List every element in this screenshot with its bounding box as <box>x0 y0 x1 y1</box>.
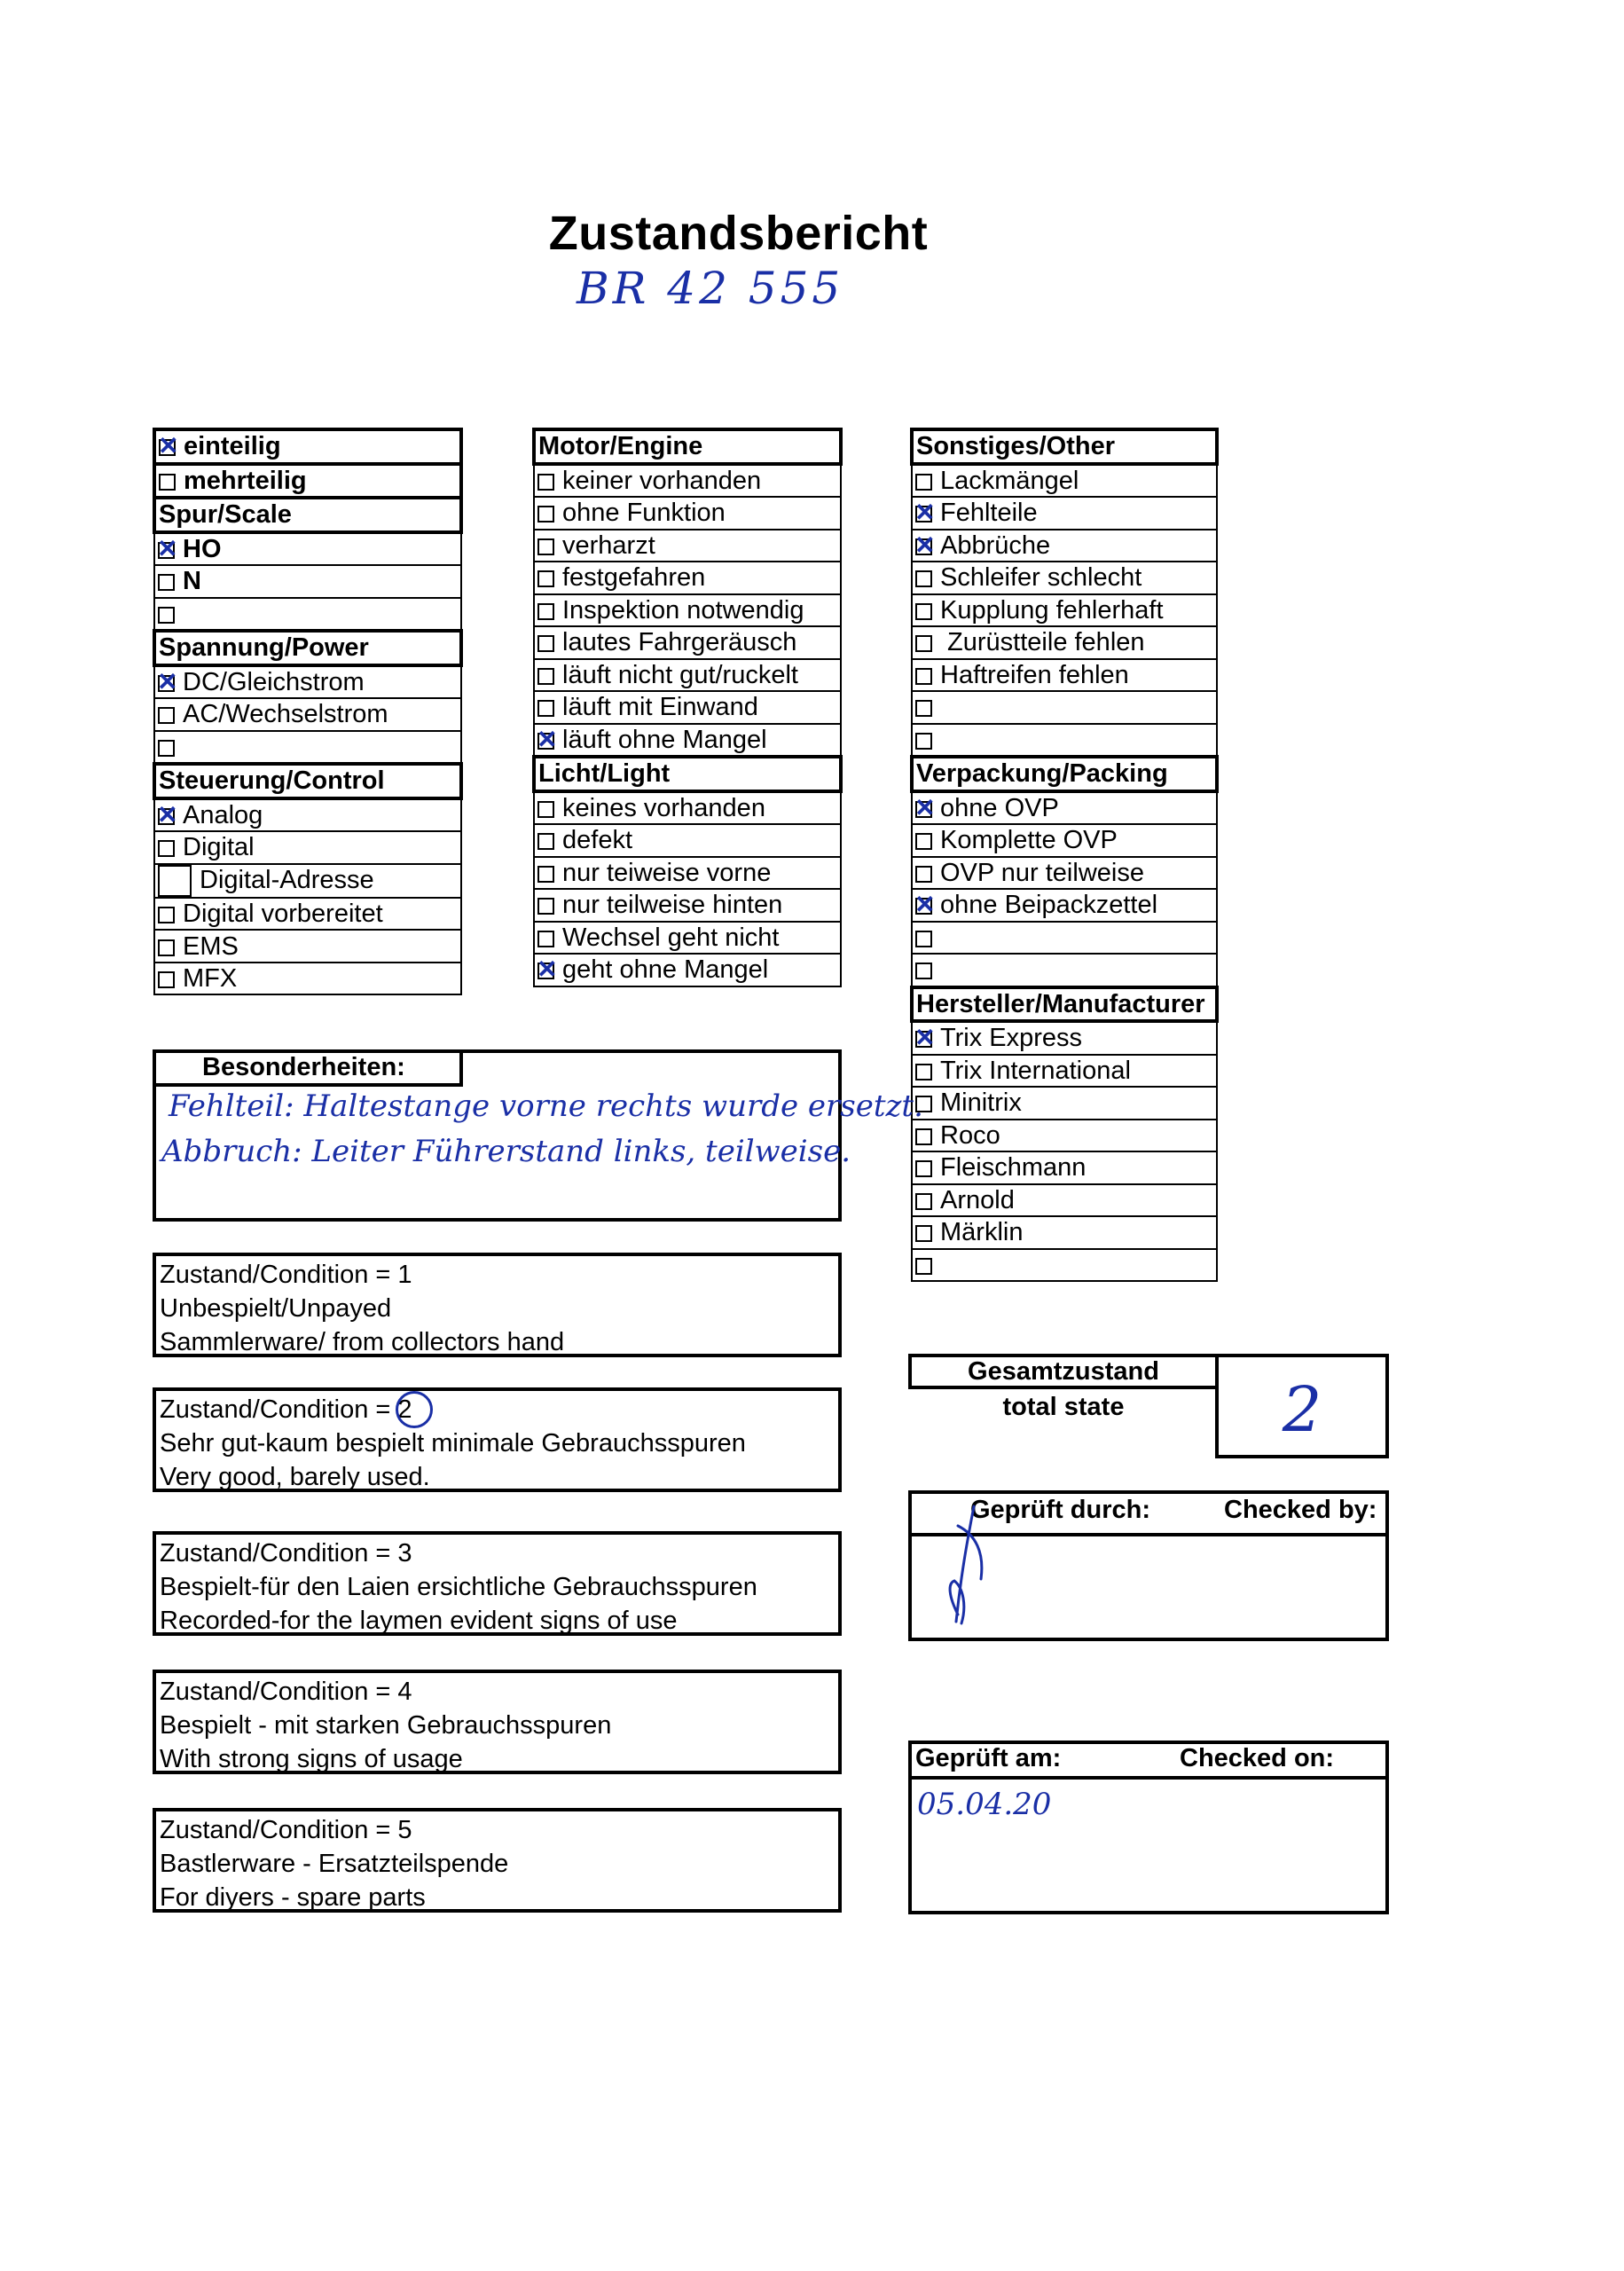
other-row <box>912 562 1217 594</box>
motor-light-row-label: Inspektion notwendig <box>562 595 804 625</box>
checkbox[interactable] <box>158 707 175 724</box>
checkbox[interactable] <box>915 733 932 750</box>
other-row <box>912 824 1217 857</box>
other-row-label: Komplette OVP <box>940 826 1118 855</box>
checked-checkbox[interactable] <box>158 808 175 825</box>
other-row <box>912 922 1217 955</box>
motor-light-row-label: geht ohne Mangel <box>562 955 769 985</box>
checked-checkbox[interactable] <box>537 733 554 750</box>
page-title: Zustandsbericht <box>548 207 929 260</box>
general-row <box>154 764 461 798</box>
gesamtzustand-label: Gesamtzustand <box>968 1357 1159 1386</box>
checked-checkbox[interactable] <box>915 801 932 818</box>
general-row <box>154 565 461 598</box>
checked-on-label-de: Geprüft am: <box>915 1744 1062 1772</box>
motor-light-row <box>534 724 841 758</box>
general-row <box>154 631 461 665</box>
checkbox[interactable] <box>537 538 554 555</box>
other-row-label: Fehlteile <box>940 499 1038 528</box>
motor-light-row <box>534 889 841 922</box>
checkbox[interactable] <box>158 840 175 857</box>
motor-light-row <box>534 562 841 594</box>
other-row-label: Fleischmann <box>940 1153 1087 1183</box>
other-row <box>912 429 1217 464</box>
checked-on-label-en: Checked on: <box>1180 1744 1335 1772</box>
condition-2-circle-mark <box>396 1391 433 1428</box>
motor-light-row-label: lautes Fahrgeräusch <box>562 628 797 657</box>
column-general <box>153 428 463 995</box>
general-row-label: EMS <box>183 931 239 961</box>
checked-by-label-en: Checked by: <box>1224 1496 1377 1524</box>
checkbox[interactable] <box>537 506 554 523</box>
condition-4-box <box>153 1670 842 1774</box>
other-row-label: Minitrix <box>940 1088 1022 1118</box>
general-row-label: Steuerung/Control <box>159 766 385 796</box>
checkbox[interactable] <box>915 1128 932 1145</box>
other-row-label: Trix Express <box>940 1024 1083 1053</box>
checkbox[interactable] <box>915 603 932 620</box>
condition-1-description-de: Unbespielt/Unpayed <box>160 1294 392 1323</box>
condition-5-box <box>153 1808 842 1913</box>
condition-3-title: Zustand/Condition = 3 <box>160 1539 412 1568</box>
other-row <box>912 791 1217 825</box>
checkbox[interactable] <box>158 740 175 757</box>
column-other-packing-manufacturer <box>910 428 1219 1282</box>
other-row-label: Haftreifen fehlen <box>940 660 1129 689</box>
besonderheiten-note-line2: Abbruch: Leiter Führerstand links, teilweise. <box>161 1134 851 1169</box>
checkbox[interactable] <box>158 939 175 956</box>
condition-5-description-en: For diyers - spare parts <box>160 1883 426 1912</box>
condition-2-description-en: Very good, barely used. <box>160 1463 430 1491</box>
other-row <box>912 659 1217 692</box>
besonderheiten-label: Besonderheiten: <box>202 1053 405 1081</box>
checked-on-date: 05.04.20 <box>917 1787 1052 1822</box>
motor-light-row <box>534 464 841 498</box>
checked-checkbox[interactable] <box>158 675 175 692</box>
checkbox[interactable] <box>915 866 932 883</box>
condition-3-description-de: Bespielt-für den Laien ersichtliche Gebrauchsspuren <box>160 1573 757 1601</box>
motor-light-row <box>534 791 841 825</box>
motor-light-row-label: läuft nicht gut/ruckelt <box>562 660 798 689</box>
general-row-label: Digital-Adresse <box>200 865 374 894</box>
motor-light-row-label: keiner vorhanden <box>562 466 762 495</box>
condition-1-description-en: Sammlerware/ from collectors hand <box>160 1328 565 1356</box>
other-row <box>912 1249 1217 1282</box>
motor-light-row <box>534 626 841 659</box>
other-row-label: Roco <box>940 1120 1000 1150</box>
general-row <box>154 532 461 566</box>
other-row-label: Hersteller/Manufacturer <box>916 989 1205 1018</box>
other-row <box>912 954 1217 987</box>
general-row-label: Spannung/Power <box>159 633 369 663</box>
checkbox[interactable] <box>537 474 554 491</box>
checkbox[interactable] <box>537 570 554 587</box>
other-row-label: Sonstiges/Other <box>916 432 1115 461</box>
checkbox[interactable] <box>537 931 554 947</box>
general-row-label: Spur/Scale <box>159 500 292 530</box>
other-row-label: Trix International <box>940 1056 1131 1085</box>
general-row <box>154 665 461 699</box>
general-row <box>154 930 461 963</box>
checkbox[interactable] <box>537 801 554 818</box>
checkbox[interactable] <box>915 635 932 652</box>
other-row <box>912 464 1217 498</box>
condition-4-description-de: Bespielt - mit starken Gebrauchsspuren <box>160 1711 612 1740</box>
other-row <box>912 1055 1217 1088</box>
other-row <box>912 594 1217 627</box>
other-row <box>912 724 1217 758</box>
checked-checkbox[interactable] <box>915 538 932 555</box>
motor-light-row-label: festgefahren <box>562 563 706 593</box>
motor-light-row-label: verharzt <box>562 530 655 560</box>
general-row <box>154 698 461 731</box>
general-row <box>154 831 461 864</box>
other-row <box>912 1151 1217 1184</box>
checkbox[interactable] <box>158 907 175 923</box>
general-row <box>154 498 461 532</box>
general-row <box>154 429 461 464</box>
condition-2-description-de: Sehr gut-kaum bespielt minimale Gebrauchsspuren <box>160 1429 746 1458</box>
general-row-label: DC/Gleichstrom <box>183 667 365 696</box>
checkbox[interactable] <box>915 474 932 491</box>
motor-light-row <box>534 530 841 562</box>
other-row-label: Lackmängel <box>940 466 1079 495</box>
other-row <box>912 757 1217 791</box>
general-row <box>154 898 461 931</box>
motor-light-row <box>534 954 841 986</box>
other-row <box>912 987 1217 1022</box>
motor-light-row-label: läuft mit Einwand <box>562 693 758 722</box>
motor-light-row-label: keines vorhanden <box>562 793 765 822</box>
checkbox[interactable] <box>537 833 554 850</box>
checkbox[interactable] <box>915 1193 932 1210</box>
checkbox[interactable] <box>158 865 192 897</box>
other-row-label: Zurüstteile fehlen <box>940 628 1145 657</box>
checked-checkbox[interactable] <box>915 506 932 523</box>
other-row-label: Abbrüche <box>940 530 1051 560</box>
other-row-label: Arnold <box>940 1185 1015 1214</box>
condition-1-box <box>153 1253 842 1357</box>
checkbox[interactable] <box>159 474 176 491</box>
other-row-label: ohne OVP <box>940 793 1059 822</box>
checked-checkbox[interactable] <box>159 439 176 456</box>
general-row-label: AC/Wechselstrom <box>183 700 388 729</box>
checked-checkbox[interactable] <box>537 963 554 979</box>
other-row <box>912 857 1217 890</box>
checker-signature <box>922 1499 1002 1632</box>
gesamtzustand-value: 2 <box>1282 1373 1322 1446</box>
other-row <box>912 1184 1217 1217</box>
other-row <box>912 626 1217 659</box>
column-motor-light <box>532 428 843 987</box>
general-row <box>154 464 461 499</box>
motor-light-row <box>534 429 841 464</box>
condition-2-title: Zustand/Condition = 2 <box>160 1395 412 1424</box>
checked-by-label-de: Geprüft durch: <box>970 1496 1150 1524</box>
condition-4-title: Zustand/Condition = 4 <box>160 1678 412 1706</box>
motor-light-row-label: nur teiweise vorne <box>562 858 772 887</box>
general-row-label: N <box>183 567 201 596</box>
general-row <box>154 864 461 898</box>
motor-light-row <box>534 857 841 890</box>
handwritten-subtitle: BR 42 555 <box>577 263 844 314</box>
other-row <box>912 1120 1217 1152</box>
general-row-label: Analog <box>183 800 263 829</box>
motor-light-row-label: Wechsel geht nicht <box>562 923 780 952</box>
general-row <box>154 731 461 765</box>
checked-checkbox[interactable] <box>915 1031 932 1048</box>
other-row <box>912 1021 1217 1055</box>
condition-2-box <box>153 1387 842 1492</box>
motor-light-row-label: defekt <box>562 826 632 855</box>
checkbox[interactable] <box>915 1225 932 1242</box>
motor-light-row <box>534 922 841 955</box>
checkbox[interactable] <box>915 931 932 947</box>
other-row-label: Schleifer schlecht <box>940 563 1142 593</box>
checkbox[interactable] <box>537 668 554 685</box>
motor-light-row <box>534 824 841 857</box>
general-row <box>154 963 461 995</box>
total-state-label: total state <box>1002 1393 1125 1421</box>
motor-light-row <box>534 757 841 791</box>
checkbox[interactable] <box>915 963 932 979</box>
motor-light-row-label: ohne Funktion <box>562 499 726 528</box>
general-row-label: MFX <box>183 964 238 994</box>
condition-5-title: Zustand/Condition = 5 <box>160 1816 412 1844</box>
checkbox[interactable] <box>158 574 175 591</box>
checkbox[interactable] <box>915 1258 932 1275</box>
checkbox[interactable] <box>537 898 554 915</box>
checkbox[interactable] <box>915 570 932 587</box>
checkbox[interactable] <box>158 971 175 988</box>
condition-1-title: Zustand/Condition = 1 <box>160 1261 412 1289</box>
checkbox[interactable] <box>537 866 554 883</box>
general-row <box>154 598 461 632</box>
general-row-label: Digital <box>183 833 255 862</box>
checkbox[interactable] <box>537 700 554 717</box>
other-row <box>912 1087 1217 1120</box>
other-row-label: Märklin <box>940 1218 1024 1247</box>
motor-light-row <box>534 691 841 724</box>
general-row <box>154 798 461 832</box>
checkbox[interactable] <box>915 700 932 717</box>
checked-checkbox[interactable] <box>158 542 175 559</box>
condition-3-description-en: Recorded-for the laymen evident signs of use <box>160 1607 678 1635</box>
condition-5-description-de: Bastlerware - Ersatzteilspende <box>160 1850 509 1878</box>
general-row-label: mehrteilig <box>184 466 307 495</box>
general-row-label: Digital vorbereitet <box>183 900 383 929</box>
condition-4-description-en: With strong signs of usage <box>160 1745 463 1773</box>
general-row-label: HO <box>183 534 222 563</box>
other-row-label: Verpackung/Packing <box>916 759 1168 789</box>
condition-3-box <box>153 1531 842 1636</box>
besonderheiten-note-line1: Fehlteil: Haltestange vorne rechts wurde ersetzt. <box>169 1088 923 1124</box>
checkbox[interactable] <box>537 635 554 652</box>
motor-light-row-label: Licht/Light <box>538 759 671 789</box>
other-row-label: ohne Beipackzettel <box>940 891 1158 920</box>
other-row <box>912 889 1217 922</box>
motor-light-row <box>534 659 841 692</box>
other-row-label: OVP nur teilweise <box>940 858 1144 887</box>
motor-light-row-label: nur teilweise hinten <box>562 891 783 920</box>
motor-light-row <box>534 594 841 627</box>
other-row-label: Kupplung fehlerhaft <box>940 595 1164 625</box>
checked-checkbox[interactable] <box>915 898 932 915</box>
checkbox[interactable] <box>915 668 932 685</box>
checkbox[interactable] <box>915 833 932 850</box>
other-row <box>912 530 1217 562</box>
checkbox[interactable] <box>915 1160 932 1177</box>
motor-light-row-label: läuft ohne Mangel <box>562 725 767 754</box>
motor-light-row <box>534 497 841 530</box>
other-row <box>912 691 1217 724</box>
general-row-label: einteilig <box>184 432 281 461</box>
other-row <box>912 497 1217 530</box>
motor-light-row-label: Motor/Engine <box>538 432 703 461</box>
other-row <box>912 1216 1217 1249</box>
checkbox[interactable] <box>915 1064 932 1080</box>
checkbox[interactable] <box>537 603 554 620</box>
checkbox[interactable] <box>158 607 175 624</box>
